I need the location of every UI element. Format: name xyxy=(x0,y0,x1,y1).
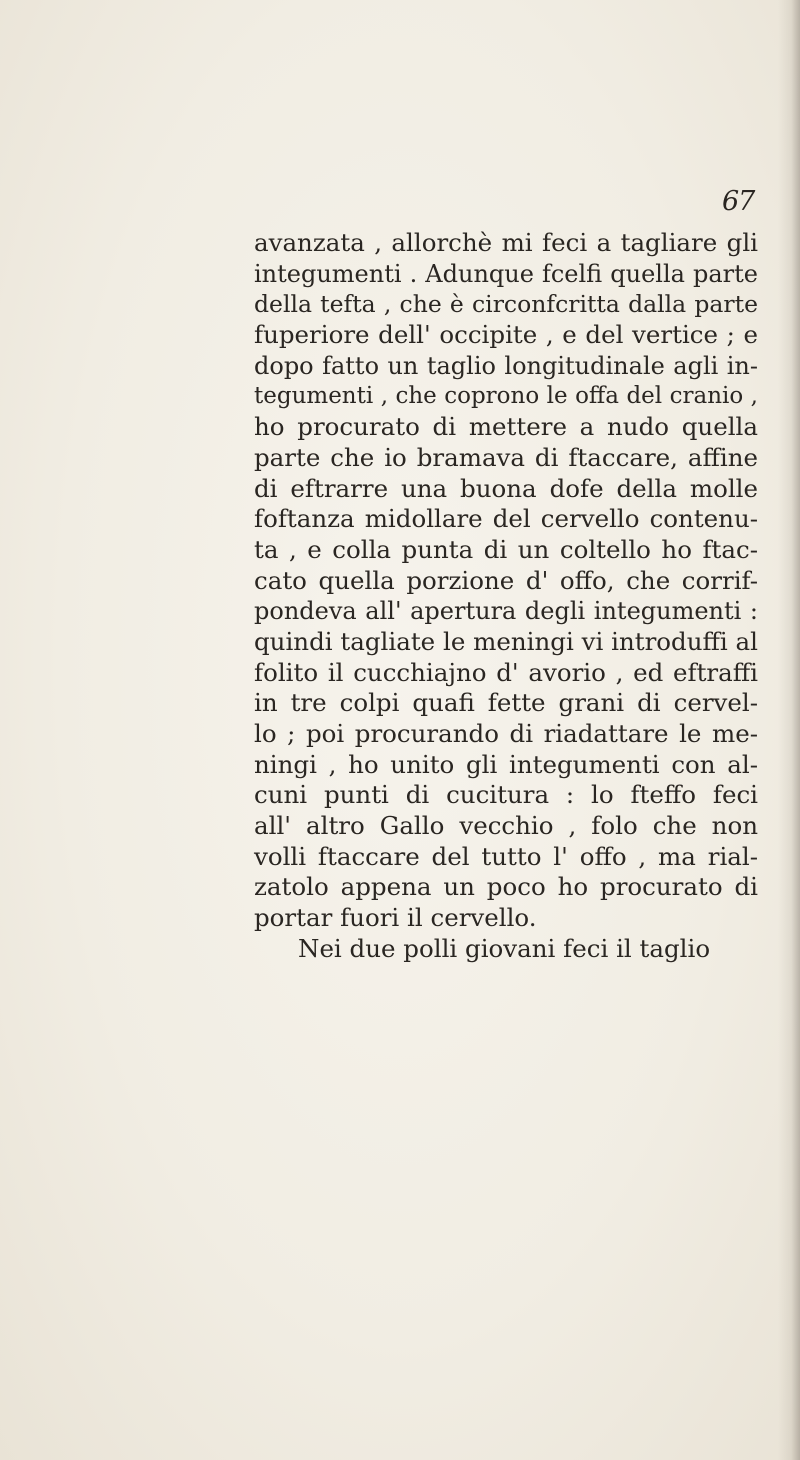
text-line: integumenti . Adunque fcelfi quella parte xyxy=(254,259,758,288)
text-line: di eftrarre una buona dofe della molle xyxy=(254,473,758,503)
text-line: quindi tagliate le meningi vi introduffi al xyxy=(254,626,758,656)
text-line: ningi , ho unito gli integumenti con al- xyxy=(254,749,758,779)
text-line: ho procurato di mettere a nudo quella xyxy=(254,412,758,442)
text-line: cato quella porzione d' offo, che corrif- xyxy=(254,565,758,595)
text-line: lo ; poi procurando di riadattare le me- xyxy=(254,719,758,748)
text-line: avanzata , allorchè mi feci a tagliare gli xyxy=(254,228,758,257)
text-line: portar fuori il cervello. xyxy=(254,903,537,933)
text-line: zatolo appena un poco ho procurato di xyxy=(254,872,758,902)
text-line: all' altro Gallo vecchio , folo che non xyxy=(254,811,758,841)
text-line: pondeva all' apertura degli integumenti : xyxy=(254,597,758,626)
text-line: in tre colpi quafi fette grani di cervel- xyxy=(254,688,758,718)
text-line: dopo fatto un taglio longitudinale agli in- xyxy=(254,351,758,380)
body-text xyxy=(254,228,758,965)
text-line: ta , e colla punta di un coltello ho ftac- xyxy=(254,534,758,564)
page-edge-shadow xyxy=(778,0,800,1460)
page-number: 67 xyxy=(722,186,755,217)
text-line: cuni punti di cucitura : lo fteffo feci xyxy=(254,780,758,810)
text-line: parte che io bramava di ftaccare, affine xyxy=(254,442,758,472)
text-line: Nei due polli giovani feci il taglio xyxy=(298,933,711,963)
text-line: fuperiore dell' occipite , e del vertice ; e xyxy=(254,320,758,350)
text-line: tegumenti , che coprono le offa del cranio , xyxy=(254,383,758,410)
text-line: folito il cucchiajno d' avorio , ed eftraffi xyxy=(254,657,758,687)
text-line: volli ftaccare del tutto l' offo , ma rial- xyxy=(254,841,758,871)
text-line: foftanza midollare del cervello contenu- xyxy=(254,504,758,534)
text-line: della tefta , che è circonfcritta dalla parte xyxy=(254,290,758,319)
